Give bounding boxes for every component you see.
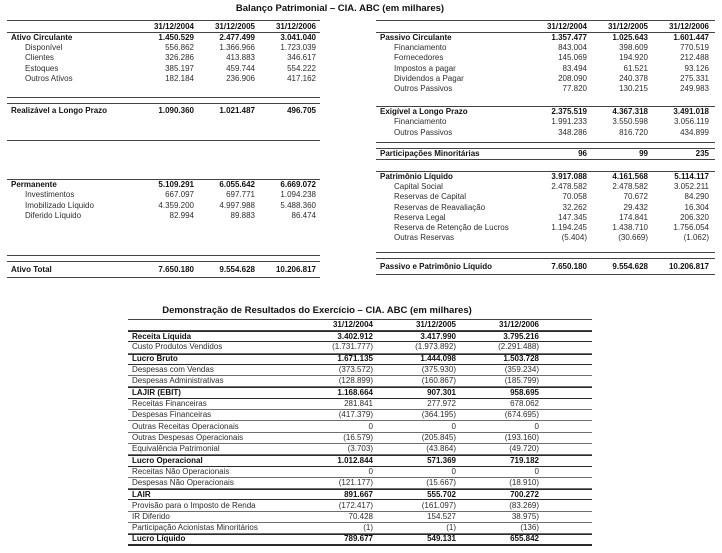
spacer <box>7 116 320 140</box>
cell-value: 174.841 <box>619 212 648 222</box>
row-label: Outras Receitas Operacionais <box>132 422 239 431</box>
table-row <box>7 43 320 53</box>
cell-value: 496.705 <box>287 106 316 116</box>
row-label: Despesas Não Operacionais <box>132 479 234 487</box>
balance-sheet-title: Balanço Patrimonial – CIA. ABC (em milhares) <box>235 3 445 14</box>
row-label: Lucro Bruto <box>132 355 178 364</box>
cell-value: 843.004 <box>558 43 587 53</box>
row-label: Lucro Líquido <box>132 535 186 544</box>
cell-value: 417.162 <box>287 73 316 83</box>
cell-value: (128.899) <box>338 376 373 386</box>
cell-value: (18.910) <box>509 478 539 487</box>
cell-value: 1.366.966 <box>219 43 255 53</box>
table-row <box>128 523 592 534</box>
cell-value: 434.899 <box>680 127 709 137</box>
cell-value: 0 <box>534 466 539 476</box>
cell-value: 10.206.817 <box>668 262 709 272</box>
cell-value: (1.062) <box>683 233 709 243</box>
cell-value: 2.375.519 <box>551 107 587 117</box>
cell-value: 5.488.360 <box>280 200 316 210</box>
cell-value: 147.345 <box>558 212 587 222</box>
cell-value: 6.669.072 <box>280 180 316 190</box>
table-row <box>128 376 592 387</box>
row-label: Outros Ativos <box>25 74 73 83</box>
income-statement-table <box>128 319 592 546</box>
cell-value: 3.056.119 <box>674 117 709 127</box>
spacer <box>7 84 320 97</box>
row-label: Diferido Líquido <box>25 211 82 220</box>
cell-value: 93.126 <box>684 63 709 73</box>
cell-value: 84.290 <box>684 192 709 202</box>
cell-value: (185.799) <box>504 376 539 386</box>
cell-value: 678.062 <box>510 398 539 408</box>
spacer <box>7 141 320 179</box>
cell-value: 4.997.988 <box>219 200 255 210</box>
cell-value: 208.090 <box>558 73 587 83</box>
table-row <box>128 399 592 410</box>
table-row <box>376 182 715 192</box>
cell-value: 61.521 <box>623 63 648 73</box>
cell-value: 816.720 <box>619 127 648 137</box>
row-label: Fornecedores <box>394 54 444 63</box>
row-label: Outros Passivos <box>394 128 453 137</box>
row-label: Exigível a Longo Prazo <box>380 108 468 117</box>
table-row <box>376 64 715 74</box>
column-header: 31/12/2006 <box>668 21 709 31</box>
cell-value: (172.417) <box>338 500 373 510</box>
column-header-row <box>128 319 592 331</box>
row-label: Ativo Total <box>11 265 52 274</box>
cell-value: (161.097) <box>421 500 456 510</box>
row-label: Realizável a Longo Prazo <box>11 107 108 116</box>
row-label: Receitas Não Operacionais <box>132 467 230 476</box>
row-label: Capital Social <box>394 183 443 192</box>
cell-value: 346.617 <box>287 53 316 63</box>
cell-value: (2.291.488) <box>498 342 539 352</box>
table-row <box>7 33 320 43</box>
table-row <box>376 202 715 212</box>
cell-value: 99 <box>639 148 648 158</box>
row-label: Impostos a pagar <box>394 64 456 73</box>
cell-value: 249.983 <box>680 84 709 94</box>
cell-value: 1.444.098 <box>420 354 456 364</box>
cell-value: 6.055.642 <box>219 180 255 190</box>
table-row <box>7 211 320 221</box>
cell-value: 16.304 <box>684 202 709 212</box>
cell-value: 1.090.360 <box>158 106 194 116</box>
cell-value: 667.097 <box>165 190 194 200</box>
table-row <box>376 53 715 63</box>
row-label: Provisão para o Imposto de Renda <box>132 501 256 510</box>
cell-value: 1.601.447 <box>673 33 709 43</box>
cell-value: 7.650.180 <box>551 262 587 272</box>
cell-value: (1.731.777) <box>332 342 373 352</box>
row-label: Receitas Financeiras <box>132 399 207 408</box>
table-row <box>128 489 592 500</box>
cell-value: (193.160) <box>504 432 539 442</box>
cell-value: 0 <box>451 421 456 431</box>
row-label: Outras Reservas <box>394 234 455 243</box>
row-label: Outras Despesas Operacionais <box>132 433 244 442</box>
row-label: Permanente <box>11 181 57 190</box>
table-row <box>376 33 715 43</box>
cell-value: 82.994 <box>169 210 194 220</box>
cell-value: 86.474 <box>291 210 316 220</box>
column-header: 31/12/2006 <box>498 320 539 329</box>
cell-value: 281.841 <box>344 398 373 408</box>
row-label: Reserva Legal <box>394 213 446 222</box>
cell-value: 697.771 <box>226 190 255 200</box>
cell-value: 212.488 <box>680 53 709 63</box>
cell-value: 182.184 <box>165 73 194 83</box>
table-row <box>376 233 715 243</box>
row-label: Despesas Administrativas <box>132 377 224 386</box>
row-label: LAIR <box>132 490 151 499</box>
table-row <box>128 478 592 489</box>
row-label: Estoques <box>25 64 59 73</box>
spacer <box>7 221 320 255</box>
cell-value: 326.286 <box>165 53 194 63</box>
row-label: Passivo e Patrimônio Líquido <box>380 263 493 272</box>
cell-value: 275.331 <box>680 73 709 83</box>
cell-value: 1.723.039 <box>280 43 316 53</box>
table-row <box>128 467 592 478</box>
table-row <box>128 387 592 398</box>
cell-value: 554.222 <box>287 63 316 73</box>
table-row <box>376 107 715 117</box>
row-label: Participação Acionistas Minoritários <box>132 524 258 533</box>
cell-value: (121.177) <box>338 478 373 487</box>
cell-value: 770.519 <box>680 43 709 53</box>
cell-value: 0 <box>368 421 373 431</box>
cell-value: 4.359.200 <box>158 200 194 210</box>
cell-value: 1.168.664 <box>337 388 373 398</box>
column-header: 31/12/2004 <box>153 21 194 31</box>
cell-value: 1.450.529 <box>158 33 194 43</box>
cell-value: (16.579) <box>343 432 373 442</box>
double-rule <box>7 255 320 262</box>
horizontal-rule <box>376 274 715 275</box>
double-rule <box>376 252 715 259</box>
cell-value: 3.052.211 <box>674 182 709 192</box>
cell-value: 1.357.477 <box>551 33 587 43</box>
row-label: Disponível <box>25 44 63 53</box>
cell-value: 277.972 <box>427 398 456 408</box>
cell-value: 130.215 <box>619 84 648 94</box>
cell-value: 240.378 <box>619 73 648 83</box>
cell-value: (49.720) <box>509 444 539 454</box>
cell-value: 348.286 <box>558 127 587 137</box>
cell-value: 1.991.233 <box>551 117 587 127</box>
column-header: 31/12/2004 <box>546 21 587 31</box>
cell-value: 29.432 <box>623 202 648 212</box>
row-label: Participações Minoritárias <box>380 149 480 158</box>
cell-value: 145.069 <box>558 53 587 63</box>
cell-value: 789.677 <box>344 534 373 544</box>
cell-value: 3.417.990 <box>420 331 456 341</box>
passivo-table <box>376 20 715 275</box>
double-rule <box>7 97 320 104</box>
table-row <box>376 84 715 94</box>
cell-value: 413.883 <box>226 53 255 63</box>
cell-value: (1.973.892) <box>415 342 456 352</box>
cell-value: 907.301 <box>427 388 456 398</box>
cell-value: 1.438.710 <box>612 222 648 232</box>
cell-value: 154.527 <box>427 511 456 521</box>
cell-value: 0 <box>368 466 373 476</box>
table-row <box>128 331 592 342</box>
cell-value: 700.272 <box>510 489 539 499</box>
cell-value: 459.744 <box>226 63 255 73</box>
column-header: 31/12/2005 <box>415 320 456 329</box>
cell-value: 70.428 <box>348 511 373 521</box>
cell-value: 5.114.117 <box>674 171 709 181</box>
cell-value: (375.930) <box>421 365 456 375</box>
cell-value: (1) <box>363 523 373 533</box>
cell-value: 719.182 <box>510 455 539 465</box>
row-label: Equivalência Patrimonial <box>132 445 220 454</box>
cell-value: 3.550.598 <box>612 117 648 127</box>
cell-value: (83.269) <box>509 500 539 510</box>
cell-value: 70.058 <box>562 192 587 202</box>
table-row <box>376 43 715 53</box>
cell-value: 3.795.216 <box>503 331 539 341</box>
cell-value: 3.041.040 <box>280 33 316 43</box>
cell-value: (1) <box>446 523 456 533</box>
horizontal-rule <box>7 277 320 278</box>
cell-value: 96 <box>578 148 587 158</box>
row-label: Custo Produtos Vendidos <box>132 343 223 352</box>
table-row <box>7 180 320 190</box>
column-header-row <box>7 20 320 33</box>
row-label: Reservas de Capital <box>394 193 467 202</box>
spacer <box>376 243 715 252</box>
cell-value: 1.025.643 <box>612 33 648 43</box>
cell-value: (205.845) <box>421 432 456 442</box>
cell-value: 555.702 <box>427 489 456 499</box>
cell-value: (15.667) <box>426 478 456 487</box>
cell-value: (417.379) <box>338 410 373 420</box>
spacer <box>376 160 715 171</box>
table-row <box>376 128 715 138</box>
row-label: Despesas Financeiras <box>132 411 212 420</box>
cell-value: 1.756.054 <box>673 222 709 232</box>
table-row <box>376 223 715 233</box>
cell-value: 556.862 <box>165 43 194 53</box>
cell-value: (43.864) <box>426 444 456 454</box>
cell-value: (136) <box>520 523 539 533</box>
cell-value: 0 <box>451 466 456 476</box>
table-row <box>7 106 320 116</box>
cell-value: 77.820 <box>562 84 587 94</box>
cell-value: 3.491.018 <box>673 107 709 117</box>
ativo-table <box>7 20 320 278</box>
table-row <box>128 354 592 365</box>
row-label: Reservas de Reavaliação <box>394 203 486 212</box>
cell-value: 235 <box>695 148 709 158</box>
cell-value: 1.012.844 <box>337 455 373 465</box>
table-row <box>7 201 320 211</box>
cell-value: 2.477.499 <box>219 33 255 43</box>
row-label: Passivo Circulante <box>380 34 452 43</box>
column-header: 31/12/2005 <box>607 21 648 31</box>
cell-value: (160.867) <box>421 376 456 386</box>
cell-value: 10.206.817 <box>275 264 316 274</box>
cell-value: 3.402.912 <box>337 331 373 341</box>
table-row <box>128 433 592 444</box>
table-row <box>128 410 592 421</box>
row-label: Financiamento <box>394 44 447 53</box>
column-header: 31/12/2005 <box>214 21 255 31</box>
spacer <box>376 94 715 106</box>
cell-value: 1.021.487 <box>219 106 255 116</box>
row-label: IR Diferido <box>132 512 170 521</box>
table-row <box>128 455 592 466</box>
cell-value: (364.195) <box>421 410 456 420</box>
cell-value: 958.695 <box>510 388 539 398</box>
table-row <box>7 53 320 63</box>
cell-value: 4.161.568 <box>612 171 648 181</box>
cell-value: 83.494 <box>562 63 587 73</box>
cell-value: (359.234) <box>504 365 539 375</box>
income-statement-title: Demonstração de Resultados do Exercício – CIA. ABC (em milhares) <box>162 305 472 316</box>
cell-value: 7.650.180 <box>158 264 194 274</box>
row-label: Ativo Circulante <box>11 34 73 43</box>
table-row <box>7 64 320 74</box>
table-row <box>376 149 715 159</box>
row-label: Outros Passivos <box>394 85 453 94</box>
cell-value: 1.671.135 <box>337 354 373 364</box>
row-label: Despesas com Vendas <box>132 366 214 375</box>
cell-value: (3.703) <box>347 444 373 454</box>
table-row <box>376 192 715 202</box>
cell-value: 32.262 <box>562 202 587 212</box>
table-row <box>7 263 320 277</box>
column-header: 31/12/2004 <box>332 320 373 329</box>
cell-value: 1.503.728 <box>503 354 539 364</box>
cell-value: 9.554.628 <box>219 264 255 274</box>
cell-value: 89.883 <box>230 210 255 220</box>
cell-value: (674.695) <box>504 410 539 420</box>
cell-value: 1.094.238 <box>280 190 316 200</box>
table-row <box>376 260 715 274</box>
cell-value: 194.920 <box>619 53 648 63</box>
table-row <box>376 213 715 223</box>
cell-value: 1.194.245 <box>551 222 587 232</box>
table-row <box>128 534 592 545</box>
row-label: Financiamento <box>394 118 447 127</box>
cell-value: 571.369 <box>427 455 456 465</box>
cell-value: 206.320 <box>680 212 709 222</box>
table-row <box>128 444 592 455</box>
cell-value: 398.609 <box>619 43 648 53</box>
table-row <box>128 512 592 523</box>
cell-value: 3.917.088 <box>551 171 587 181</box>
table-row <box>376 172 715 182</box>
table-row <box>376 117 715 127</box>
cell-value: 385.197 <box>165 63 194 73</box>
table-row <box>128 421 592 432</box>
row-label: Clientes <box>25 54 54 63</box>
row-label: Receita Líquida <box>132 332 192 341</box>
cell-value: (5.404) <box>561 233 587 243</box>
cell-value: 549.131 <box>427 534 456 544</box>
table-row <box>128 365 592 376</box>
cell-value: 236.906 <box>226 73 255 83</box>
table-row <box>128 342 592 353</box>
column-header: 31/12/2006 <box>275 21 316 31</box>
row-label: Investimentos <box>25 191 75 200</box>
cell-value: 2.478.582 <box>551 182 587 192</box>
cell-value: 2.478.582 <box>612 182 648 192</box>
cell-value: 4.367.318 <box>612 107 648 117</box>
cell-value: 655.842 <box>510 534 539 544</box>
cell-value: 38.975) <box>511 511 539 521</box>
row-label: Lucro Operacional <box>132 456 203 465</box>
cell-value: 891.667 <box>344 489 373 499</box>
row-label: Imobilizado Líquido <box>25 201 94 210</box>
row-label: Dividendos a Pagar <box>394 74 464 83</box>
cell-value: (30.669) <box>618 233 648 243</box>
table-row <box>376 74 715 84</box>
table-row <box>128 500 592 511</box>
row-label: Reserva de Retenção de Lucros <box>394 223 509 232</box>
cell-value: 5.109.291 <box>158 180 194 190</box>
row-label: Patrimônio Líquido <box>380 172 453 181</box>
column-header-row <box>376 20 715 33</box>
cell-value: 70.672 <box>623 192 648 202</box>
cell-value: (373.572) <box>338 365 373 375</box>
table-row <box>7 74 320 84</box>
cell-value: 9.554.628 <box>612 262 648 272</box>
row-label: LAJIR (EBIT) <box>132 389 181 398</box>
table-row <box>7 190 320 200</box>
cell-value: 0 <box>534 421 539 431</box>
